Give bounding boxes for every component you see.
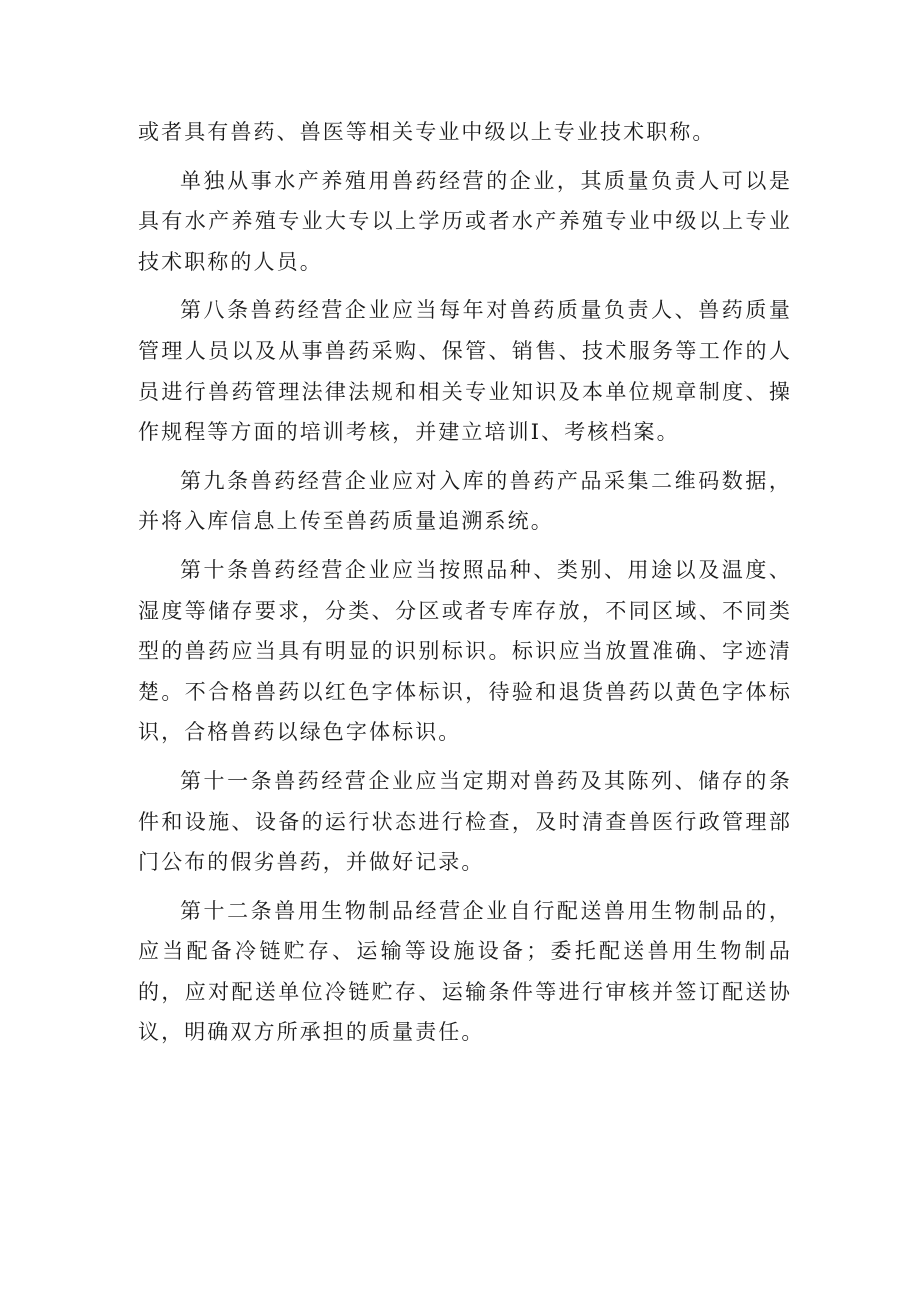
paragraph-article-11: 第十一条兽药经营企业应当定期对兽药及其陈列、储存的条件和设施、设备的运行状态进行检查，及时清查兽医行政管理部门公布的假劣兽药，并做好记录。 — [138, 768, 792, 875]
paragraph-2: 单独从事水产养殖用兽药经营的企业，其质量负责人可以是具有水产养殖专业大专以上学历或者水产养殖专业中级以上专业技术职称的人员。 — [138, 168, 792, 274]
paragraph-article-10: 第十条兽药经营企业应当按照品种、类别、用途以及温度、湿度等储存要求，分类、分区或者专库存放，不同区域、不同类型的兽药应当具有明显的识别标识。标识应当放置准确、字迹清楚。不合格兽药以红色字体标识，待验和退货兽药以黄色字体标识，合格兽药以绿色字体标识。 — [138, 557, 792, 745]
paragraph-1: 或者具有兽药、兽医等相关专业中级以上专业技术职称。 — [138, 120, 716, 144]
document-body — [138, 112, 792, 1061]
paragraph-article-12: 第十二条兽用生物制品经营企业自行配送兽用生物制品的，应当配备冷链贮存、运输等设施设备；委托配送兽用生物制品的，应对配送单位冷链贮存、运输条件等进行审核并签订配送协议，明确双方所承担的质量责任。 — [138, 898, 792, 1045]
paragraph-article-8: 第八条兽药经营企业应当每年对兽药质量负责人、兽药质量管理人员以及从事兽药采购、保管、销售、技术服务等工作的人员进行兽药管理法律法规和相关专业知识及本单位规章制度、操作规程等方面的培训考核，并建立培训I、考核档案。 — [138, 298, 792, 445]
paragraph-article-9: 第九条兽药经营企业应对入库的兽药产品采集二维码数据，并将入库信息上传至兽药质量追溯系统。 — [138, 468, 792, 534]
